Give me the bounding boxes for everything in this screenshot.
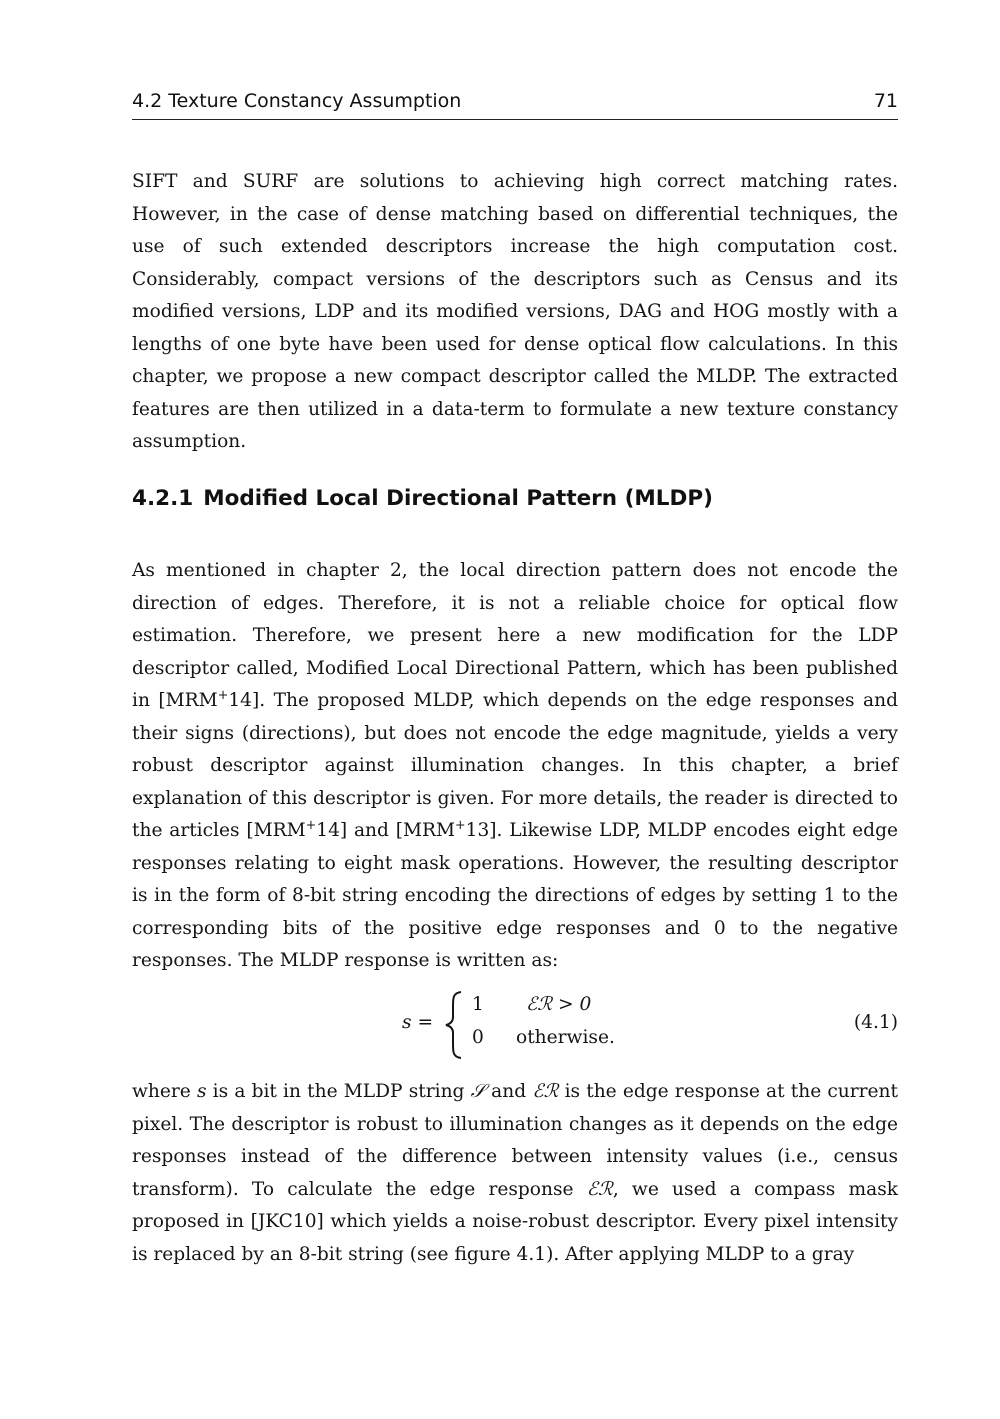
case-2-condition: otherwise. <box>516 1027 615 1048</box>
running-header <box>132 88 898 120</box>
paragraph-edge-part-b: is a bit in the MLDP string <box>206 1081 471 1102</box>
equation-number: (4.1) <box>853 1012 898 1033</box>
superscript-plus: + <box>455 817 466 833</box>
paragraph-edge-part-c: and <box>485 1081 533 1102</box>
equation-case-2 <box>472 1027 732 1057</box>
paragraph-mldp-part-d: 13]. Likewise LDP, MLDP encodes eight edge responses relating to eight mask operations. However, the resulting descriptor is in the form of 8-bit string encoding the directions of edges by setting 1 to the corresponding bits of the positive edge responses and 0 to the negative responses. The MLDP response is written as: <box>132 820 898 971</box>
paragraph-mldp-part-a: As mentioned in chapter 2, the local direction pattern does not encode the direction of edges. Therefore, it is not a reliable choice for optical flow estimation. Therefore, we present here a new modification for the LDP descriptor called, Modified Local Directional Pattern, which has been published in [MRM <box>132 560 898 711</box>
section-title: Modified Local Directional Pattern (MLDP) <box>203 486 713 511</box>
paragraph-mldp <box>132 555 898 978</box>
equation-case-1 <box>472 994 732 1024</box>
header-section-title: 4.2 Texture Constancy Assumption <box>132 90 462 112</box>
symbol-s: s <box>196 1081 207 1102</box>
symbol-edge-response: ℰℛ <box>586 1178 613 1200</box>
paragraph-edge-response <box>132 1076 898 1271</box>
paragraph-mldp-part-b: 14]. The proposed MLDP, which depends on the edge responses and their signs (directions), but does not encode the edge magnitude, yields a very robust descriptor against illumination changes. In this chapter, a brief explanation of this descriptor is given. For more details, the reader is directed to the articles [MRM <box>132 690 899 841</box>
equation-lhs <box>402 1012 433 1033</box>
paragraph-edge-part-a: where <box>132 1081 197 1102</box>
section-heading <box>132 486 898 511</box>
section-number: 4.2.1 <box>132 486 194 511</box>
paragraph-mldp-part-c: 14] and [MRM <box>316 820 456 841</box>
case-1-value: 1 <box>472 994 484 1015</box>
paragraph-edge-part-d: is the edge response at the current pixel. The descriptor is robust to illumination changes as it depends on the edge responses instead of the difference between intensity values (i.e., census transform). To calculate the edge response <box>132 1081 898 1200</box>
case-2-value: 0 <box>472 1027 484 1048</box>
case-1-condition: ℰℛ > 0 <box>526 994 592 1015</box>
paragraph-intro: SIFT and SURF are solutions to achieving high correct matching rates. However, in the case of dense matching based on differential techniques, the use of such extended descriptors increase the high computation cost. Considerably, compact versions of the descriptors such as Census and its modified versions, LDP and its modified versions, DAG and HOG mostly with a lengths of one byte have been used for dense optical flow calculations. In this chapter, we propose a new compact descriptor called the MLDP. The extracted features are then utilized in a data-term to formulate a new texture constancy assumption. <box>132 171 898 452</box>
symbol-edge-response: ℰℛ <box>532 1081 559 1102</box>
brace-path <box>446 992 461 1058</box>
equation-lhs-text: s = <box>402 1012 434 1033</box>
equation-brace <box>442 990 466 1060</box>
paragraph-edge-part-e: , we used a compass mask proposed in [JKC10] which yields a noise-robust descriptor. Every pixel intensity is replaced by an 8-bit string (see figure 4.1). After applying MLDP to a gray <box>132 1178 898 1265</box>
superscript-plus: + <box>305 817 317 833</box>
equation-4-1 <box>132 990 898 1060</box>
symbol-string-S: 𝒮 <box>470 1081 486 1102</box>
superscript-plus: + <box>217 687 229 703</box>
header-page-number: 71 <box>873 90 898 112</box>
